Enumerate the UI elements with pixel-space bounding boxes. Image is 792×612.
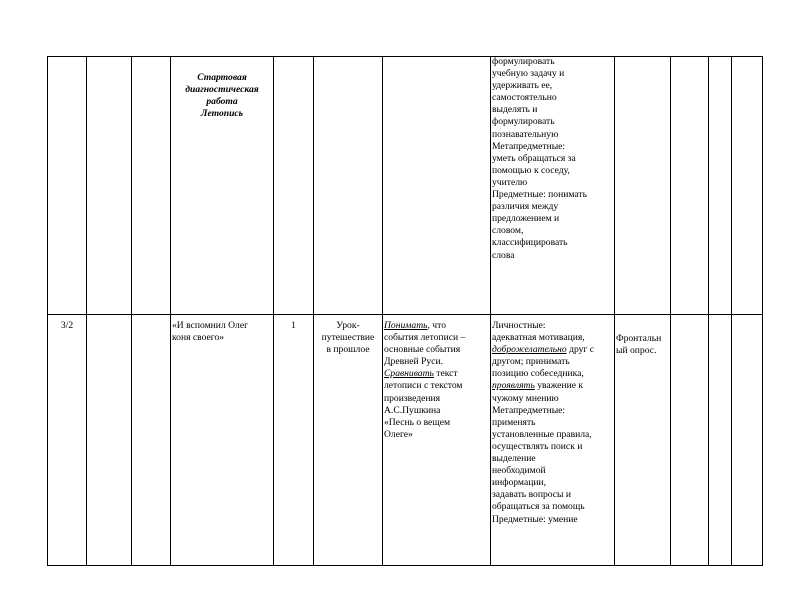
ud-line: применять bbox=[492, 416, 536, 428]
ud-line: учителю bbox=[492, 176, 528, 188]
row-number: 3/2 bbox=[60, 320, 74, 331]
activity-line bbox=[384, 393, 490, 405]
column-border bbox=[762, 56, 763, 566]
table-bottom-border bbox=[47, 565, 762, 566]
ud-line: осуществлять поиск и bbox=[492, 440, 583, 452]
control-line: ый опрос. bbox=[616, 345, 657, 357]
column-border bbox=[731, 56, 732, 566]
column-border bbox=[47, 56, 48, 566]
lesson-type-line: путешествие bbox=[321, 332, 375, 344]
lesson-title-line: работа bbox=[206, 96, 238, 108]
control-line: Фронтальн bbox=[616, 333, 662, 344]
activity-line bbox=[384, 356, 490, 368]
ud-line: другом; принимать bbox=[492, 356, 570, 368]
lesson-title-line: Стартовая bbox=[197, 72, 247, 83]
activity-line bbox=[384, 417, 490, 429]
activity-text: А.С.Пушкина bbox=[384, 404, 441, 416]
ud-line: учебную задачу и bbox=[492, 68, 565, 80]
activity-line bbox=[384, 320, 490, 332]
lesson-type-cell bbox=[314, 320, 382, 356]
column-border bbox=[614, 56, 615, 566]
activity-text: основные события bbox=[384, 344, 461, 356]
lesson-title-cell bbox=[171, 72, 273, 120]
column-border bbox=[382, 56, 383, 566]
activity-line bbox=[384, 344, 490, 356]
column-border bbox=[313, 56, 314, 566]
column-border bbox=[273, 56, 274, 566]
hours-value: 1 bbox=[291, 320, 296, 331]
ud-line: Предметные: умение bbox=[492, 513, 578, 525]
hours-cell bbox=[274, 320, 313, 332]
ud-emphasis: доброжелательно bbox=[492, 344, 567, 356]
ud-line: Личностные: bbox=[492, 320, 546, 331]
ud-line: уметь обращаться за bbox=[492, 152, 576, 164]
activity-text: текст bbox=[433, 368, 458, 380]
ud-line: проявлять уважение к bbox=[492, 380, 584, 392]
table-top-border bbox=[47, 56, 762, 57]
activity-verb: Сравнивать bbox=[384, 368, 434, 380]
column-border bbox=[86, 56, 87, 566]
ud-line: словом, bbox=[492, 225, 524, 237]
activity-text: события летописи – bbox=[384, 332, 466, 344]
ud-line: Метапредметные: bbox=[492, 140, 566, 152]
row-number-cell bbox=[48, 320, 86, 332]
column-border bbox=[170, 56, 171, 566]
lesson-title-line: коня своего» bbox=[172, 332, 225, 344]
lesson-title-line: диагностическая bbox=[185, 84, 259, 96]
activity-text: летописи с текстом bbox=[384, 380, 463, 392]
activity-text: «Песнь о вещем bbox=[384, 416, 451, 428]
ud-line: самостоятельно bbox=[492, 92, 557, 104]
activity-text: , что bbox=[427, 320, 446, 331]
ud-line: предложением и bbox=[492, 213, 560, 225]
ud-cell bbox=[492, 56, 613, 262]
activity-text: Олеге» bbox=[384, 428, 413, 440]
lesson-type-line: в прошлое bbox=[326, 344, 370, 356]
ud-line: позицию собеседника, bbox=[492, 368, 584, 380]
row-separator bbox=[47, 314, 762, 315]
activity-line bbox=[384, 368, 490, 380]
column-border bbox=[708, 56, 709, 566]
lesson-title-line: Летопись bbox=[200, 108, 244, 120]
control-cell bbox=[616, 333, 670, 357]
activity-text: произведения bbox=[384, 392, 441, 404]
ud-line: различия между bbox=[492, 201, 559, 213]
ud-line: информации, bbox=[492, 477, 546, 489]
ud-line: Предметные: понимать bbox=[492, 189, 587, 201]
ud-line: удерживать ее, bbox=[492, 80, 553, 92]
ud-line: выделять и bbox=[492, 104, 538, 116]
activity-verb: Понимать bbox=[384, 320, 428, 331]
activity-line bbox=[384, 380, 490, 392]
activity-line bbox=[384, 332, 490, 344]
activities-cell bbox=[384, 320, 490, 441]
ud-line: чужому мнению bbox=[492, 392, 559, 404]
ud-line: необходимой bbox=[492, 465, 546, 477]
ud-line: задавать вопросы и bbox=[492, 489, 572, 501]
column-border bbox=[670, 56, 671, 566]
activity-line bbox=[384, 405, 490, 417]
ud-line: помощью к соседу, bbox=[492, 164, 570, 176]
column-border bbox=[490, 56, 491, 566]
ud-line: адекватная мотивация, bbox=[492, 332, 585, 344]
ud-line: формулировать bbox=[492, 56, 555, 67]
ud-line: формулировать bbox=[492, 116, 555, 128]
lesson-title-line: «И вспомнил Олег bbox=[172, 320, 249, 331]
ud-line: обращаться за помощь bbox=[492, 501, 585, 513]
ud-line: познавательную bbox=[492, 128, 559, 140]
ud-line: Метапредметные: bbox=[492, 404, 566, 416]
ud-cell bbox=[492, 320, 613, 526]
ud-line: классифицировать bbox=[492, 237, 568, 249]
ud-line: доброжелательно друг с bbox=[492, 344, 595, 356]
column-border bbox=[131, 56, 132, 566]
ud-emphasis: проявлять bbox=[492, 380, 535, 392]
lesson-type-line: Урок- bbox=[336, 320, 360, 331]
activity-text: Древней Руси. bbox=[384, 356, 443, 368]
activity-line bbox=[384, 429, 490, 441]
lesson-title-cell bbox=[172, 320, 273, 344]
ud-line: слова bbox=[492, 249, 515, 261]
ud-line: установленные правила, bbox=[492, 428, 592, 440]
ud-line: выделение bbox=[492, 453, 536, 465]
